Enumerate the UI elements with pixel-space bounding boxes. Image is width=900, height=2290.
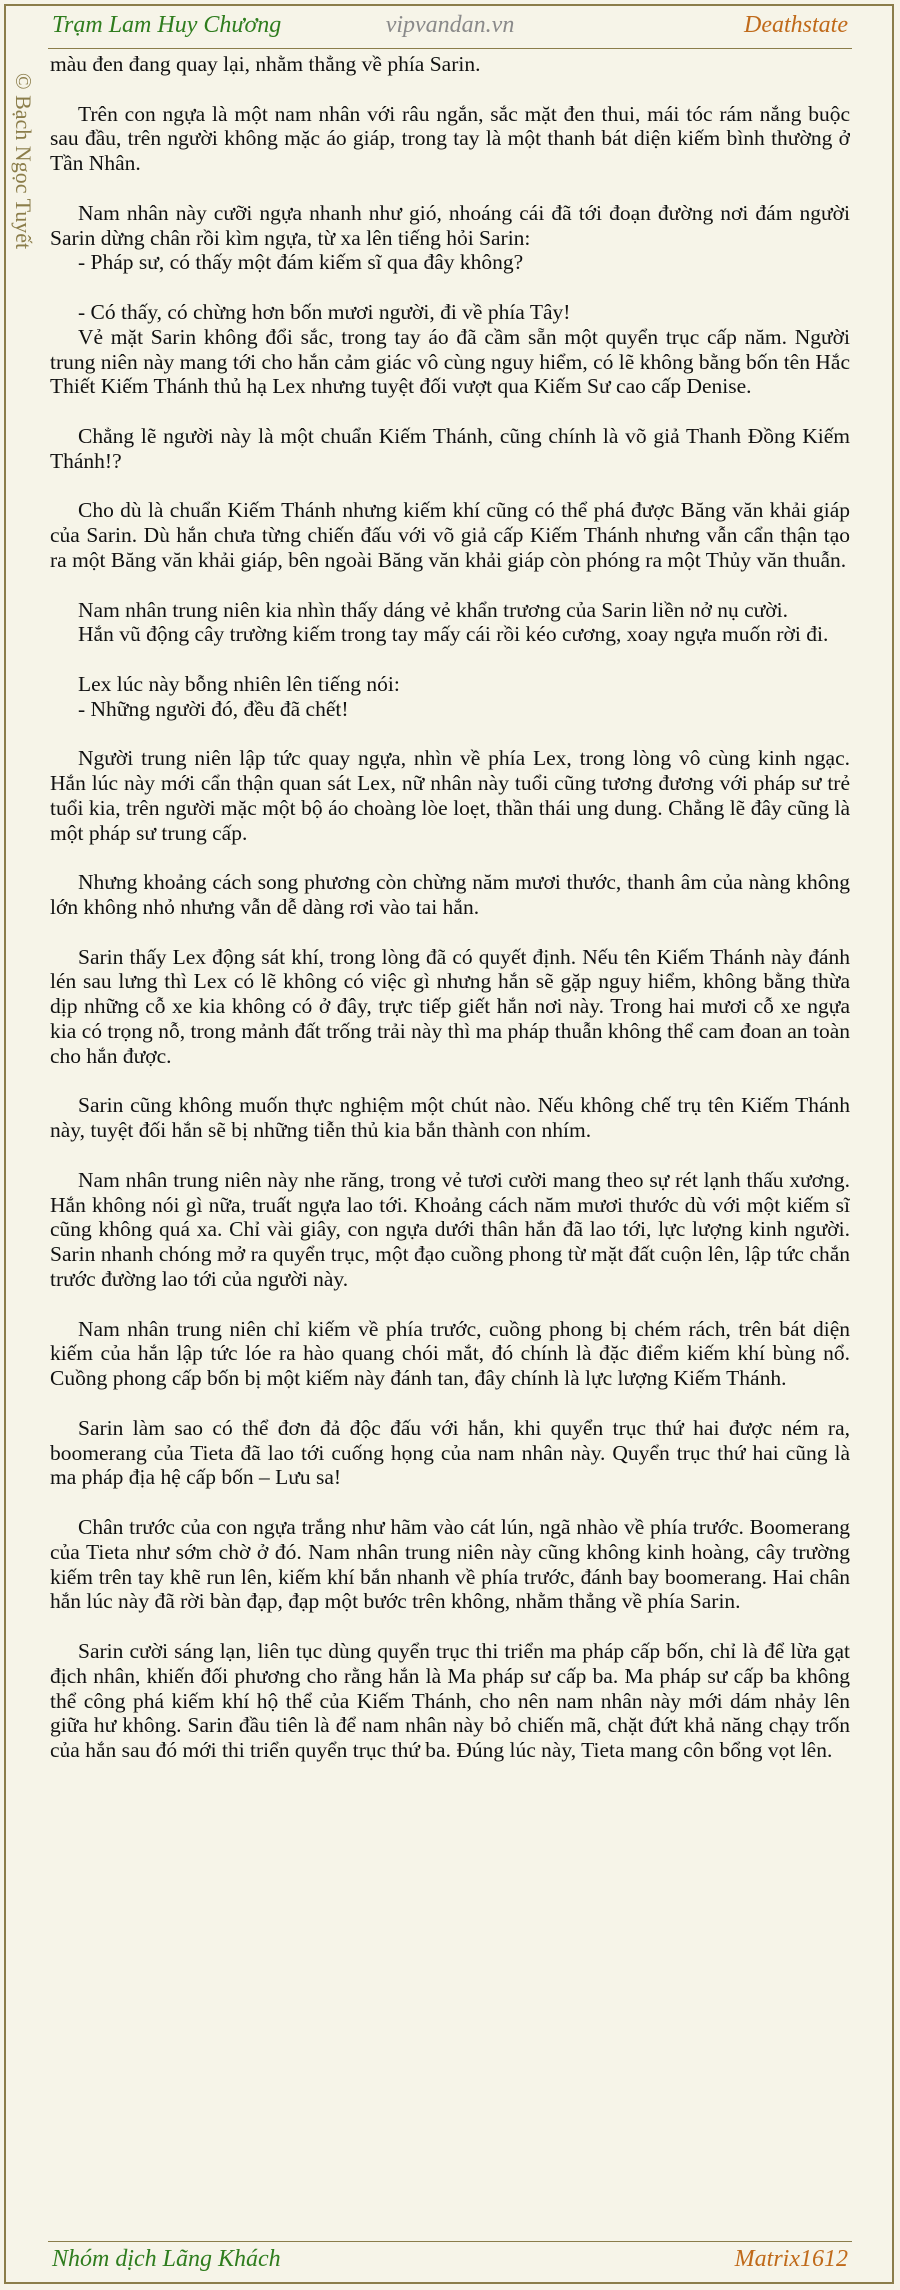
footer-translator-group: Nhóm dịch Lãng Khách [52, 2246, 281, 2272]
chapter-text [50, 52, 850, 2232]
paragraph: - Có thấy, có chừng hơn bốn mươi người, đi về phía Tây! [78, 299, 571, 324]
paragraph: - Pháp sư, có thấy một đám kiếm sĩ qua đây không? [78, 250, 524, 275]
paragraph: màu đen đang quay lại, nhằm thẳng về phía Sarin. [50, 52, 481, 76]
paragraph: Nam nhân này cưỡi ngựa nhanh như gió, nhoáng cái đã tới đoạn đường nơi đám người Sarin dừng chân rồi kìm ngựa, từ xa lên tiếng hỏi Sarin: [50, 200, 850, 250]
paragraph: Nhưng khoảng cách song phương còn chừng năm mươi thước, thanh âm của nàng không lớn không nhỏ nhưng vẫn dễ dàng rơi vào tai hắn. [50, 870, 850, 920]
paragraph: Người trung niên lập tức quay ngựa, nhìn về phía Lex, trong lòng vô cùng kinh ngạc. Hắn lúc này mới cẩn thận quan sát Lex, nữ nhân này tuổi cũng tương đương với pháp sư trẻ tuổi kia, trên người mặc một bộ áo choàng lòe loẹt, thần thái ung dung. Chẳng lẽ đây cũng là một pháp sư trung cấp. [50, 746, 850, 845]
paragraph: Chẳng lẽ người này là một chuẩn Kiếm Thánh, cũng chính là võ giả Thanh Đồng Kiếm Thánh!? [50, 423, 850, 473]
paragraph: Nam nhân trung niên này nhe răng, trong vẻ tươi cười mang theo sự rét lạnh thấu xương. Hắn không nói gì nữa, truất ngựa lao tới. Khoảng cách năm mươi thước dù với một kiếm sĩ cũng không quá xa. Chỉ vài giây, con ngựa dưới thân hắn đã lao tới, lực lượng kinh người. Sarin nhanh chóng mở ra quyển trục, một đạo cuồng phong từ mặt đất cuộn lên, lập tức chắn trước đường lao tới của người này. [50, 1167, 850, 1292]
paragraph: Sarin thấy Lex động sát khí, trong lòng đã có quyết định. Nếu tên Kiếm Thánh này đánh lén sau lưng thì Lex có lẽ không có việc gì nhưng hắn sẽ gặp nguy hiểm, không bằng thừa dịp những cỗ xe kia không có ở đây, trực tiếp giết hắn nơi này. Trong hai mươi cỗ xe ngựa kia có trọng nỗ, trong mảnh đất trống trải này thì ma pháp thuẫn không thể cam đoan an toàn cho hắn được. [50, 944, 850, 1068]
header-author: Deathstate [744, 12, 848, 38]
paragraph: - Những người đó, đều đã chết! [78, 696, 349, 721]
paragraph: Nam nhân trung niên chỉ kiếm về phía trước, cuồng phong bị chém rách, trên bát diện kiếm của hắn lập tức lóe ra hào quang chói mắt, đó chính là đặc điểm kiếm khí bùng nổ. Cuồng phong cấp bốn bị một kiếm này đánh tan, đây chính là lực lượng Kiếm Thánh. [50, 1316, 850, 1391]
page-footer [48, 2241, 852, 2282]
paragraph: Lex lúc này bỗng nhiên lên tiếng nói: [78, 671, 400, 696]
paragraph: Trên con ngựa là một nam nhân với râu ngắn, sắc mặt đen thui, mái tóc rám nắng buộc sau đầu, trên người không mặc áo giáp, trong tay là một thanh bát diện kiếm bình thường ở Tần Nhân. [50, 101, 850, 176]
paragraph: Vẻ mặt Sarin không đổi sắc, trong tay áo đã cầm sẵn một quyển trục cấp năm. Người trung niên này mang tới cho hắn cảm giác vô cùng nguy hiểm, có lẽ không bằng bốn tên Hắc Thiết Kiếm Thánh thủ hạ Lex nhưng tuyệt đối vượt qua Kiếm Sư cao cấp Denise. [50, 324, 850, 399]
footer-editor: Matrix1612 [734, 2246, 848, 2272]
paragraph: Hắn vũ động cây trường kiếm trong tay mấy cái rồi kéo cương, xoay ngựa muốn rời đi. [78, 622, 829, 647]
page-header [48, 10, 852, 49]
paragraph: Sarin cười sáng lạn, liên tục dùng quyển trục thi triển ma pháp cấp bốn, chỉ là để lừa gạt địch nhân, khiến đối phương cho rằng hắn là Ma pháp sư cấp ba. Ma pháp sư cấp ba không thể công phá kiếm khí hộ thể của Kiếm Thánh, cho nên nam nhân này mới dám nhảy lên giữa hư không. Sarin đầu tiên là để nam nhân này bỏ chiến mã, chặt đứt khả năng chạy trốn của hắn sau đó mới thi triển quyển trục thứ ba. Đúng lúc này, Tieta mang côn bổng vọt lên. [50, 1639, 850, 1763]
side-credit [8, 58, 38, 268]
header-url: vipvandan.vn [385, 12, 515, 38]
side-credit-text: © Bạch Ngọc Tuyết [11, 72, 36, 250]
paragraph: Sarin làm sao có thể đơn đả độc đấu với hắn, khi quyển trục thứ hai được ném ra, boomerang của Tieta đã lao tới cuống họng của nam nhân này. Quyển trục thứ hai cũng là ma pháp địa hệ cấp bốn – Lưu sa! [50, 1415, 850, 1490]
header-site-name: Trạm Lam Huy Chương [52, 12, 282, 38]
paragraph: Cho dù là chuẩn Kiếm Thánh nhưng kiếm khí cũng có thể phá được Băng văn khải giáp của Sarin. Dù hắn chưa từng chiến đấu với võ giả cấp Kiếm Thánh nhưng vẫn cẩn thận tạo ra một Băng văn khải giáp, bên ngoài Băng văn khải giáp còn phóng ra một Thủy văn thuẫn. [50, 498, 850, 572]
paragraph: Sarin cũng không muốn thực nghiệm một chút nào. Nếu không chế trụ tên Kiếm Thánh này, tuyệt đối hắn sẽ bị những tiễn thủ kia bắn thành con nhím. [50, 1093, 850, 1143]
paragraph: Nam nhân trung niên kia nhìn thấy dáng vẻ khẩn trương của Sarin liền nở nụ cười. [78, 597, 789, 622]
paragraph: Chân trước của con ngựa trắng như hãm vào cát lún, ngã nhào về phía trước. Boomerang của Tieta như sớm chờ ở đó. Nam nhân trung niên này cũng không kinh hoàng, cây trường kiếm trên tay khẽ run lên, kiếm khí bắn nhanh về phía trước, đánh bay boomerang. Hai chân hắn lúc này đã rời bàn đạp, đạp một bước trên không, nhằm thẳng về phía Sarin. [50, 1515, 850, 1614]
